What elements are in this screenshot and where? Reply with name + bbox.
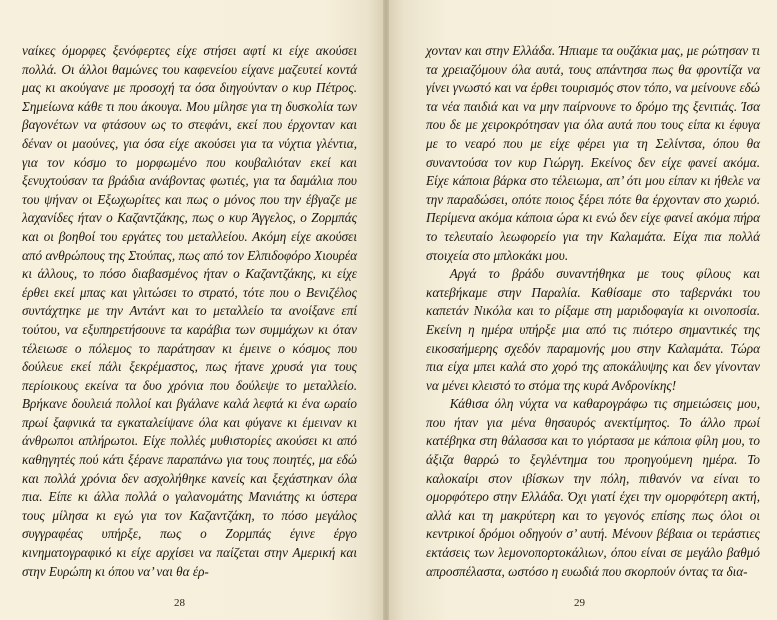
left-page — [0, 0, 383, 620]
left-page-text — [22, 42, 357, 581]
right-page — [389, 0, 777, 620]
right-page-number: 29 — [574, 597, 585, 609]
right-paragraph-1: χονταν και στην Ελλάδα. Ήπιαμε τα ουζάκια μας, με ρώτησαν τι τα χρειαζόμουν όλα αυτά, τους απάντησα πως θα φροντίζα να γίνει γνωστό και να έρθει τουρισμός στον τόπο, να μείνουνε εδώ τα νέα παιδιά και να μην παίρνουνε το δρόμο της ξενιτιάς. Ίσα που δε με χειροκρότησαν για όλα αυτά που τους είπα κι έφυγα με το νεαρό που με είχε φέρει για τη Σελίντσα, όπου θα συναντούσα τον κυρ Γιώργη. Εκείνος δεν είχε φανεί ακόμα. Είχε κάποια βάρκα στο τέλειωμα, απ’ ότι μου είπαν κι ήθελε να την παραδώσει, οπότε ποιος ξέρει πότε θα έρχονταν στο χωριό. Περίμενα ακόμα κάποια ώρα κι ενώ δεν είχε φανεί ακόμα πήρα το τελευταίο λεωφορείο για την Καλαμάτα. Είχα πια πολλά στοιχεία στο μπλοκάκι μου. — [426, 43, 760, 263]
right-paragraph-3: Κάθισα όλη νύχτα να καθαρογράφω τις σημειώσεις μου, που ήταν για μένα θησαυρός ανεκτίμητος. Το άλλο πρωί κατέβηκα στη θάλασσα και το γιόρτασα με κάποια φίλη μου, το άξιζα θαρρώ το ξεγλέντημα του προηγούμενη ημέρα. Το καλοκαίρι στον ιβίσκων την πόλη, πιθανόν να είναι το ομορφότερο στην Ελλάδα. Όχι γιατί έχει την ομορφότερη ακτή, αλλά και τη μακρύτερη και το γεγονός επίσης πως όλοι οι κεντρικοί δρόμοι οδηγούν σ’ αυτή. Μένουν βέβαια οι τεράστιες εκτάσεις των λεμονοπορτοκάλιων, όπου είναι σε μεγάλο βαθμό απροσπέλαστα, ωστόσο η ευωδιά που σκορπούν όντας τα δια- — [426, 396, 760, 579]
left-page-number: 28 — [174, 597, 185, 609]
right-page-text — [426, 42, 760, 581]
right-paragraph-2: Αργά το βράδυ συναντήθηκα με τους φίλους και κατεβήκαμε στην Παραλία. Καθίσαμε στο ταβερνάκι του καπετάν Νικόλα και το ρίξαμε στη μαριδοφαγία κι οινοποσία. Εκείνη η ημέρα υπήρξε μια από τις πιότερο σημαντικές της εικοσαήμερης σχεδόν παραμονής μου στην Καλαμάτα. Τώρα πια είχα μπει καλά στο χορό της αποκάλυψης και δεν γίνονταν να μένει κλειστό το στόμα της κυρά Ανδρονίκης! — [426, 266, 760, 393]
left-paragraph-1: ναίκες όμορφες ξενόφερτες είχε στήσει αφτί κι είχε ακούσει πολλά. Οι άλλοι θαμώνες του καφενείου είχανε μαζευτεί κοντά μας κι ακούγανε με προσοχή τα όσα διηγούνταν ο κυρ Πέτρος. Σημείωνα κάθε τι που άκουγα. Μου μίλησε για τη δυσκολία των βαγονέτων να φτάσουν ως το στεφάνι, εκεί που έρχονταν και δέναν οι μαούνες, για όσα είχε ακούσει για τα νύχτια γλέντια, για τον κόσμο το μορφωμένο που κουβαλιόταν εκεί και ξενυχτούσαν τα βράδια ανάβοντας φωτιές, για τα δαμάλια που του ψήναν οι Εξωχωρίτες και πως ο μόνος που την έβγαζε με λαχανίδες ήταν ο Καζαντζάκης, πως ο κυρ Άγγελος, ο Ζορμπάς και οι βοηθοί του εργάτες του μεταλλείου. Ακόμη είχε ακούσει από ανθρώπους της Στούπας, πως από τον Ελπιδοφόρο Χιουρέα κι άλλους, το πόσο διαβασμένος ήταν ο Καζαντζάκης, κι είχε έρθει εκεί μπας και γλιτώσει το στρατό, τότε που ο Βενιζέλος συντάχτηκε με την Αντάντ και το μεταλλείο τα ανοίξανε επί τούτου, να εξυπηρετήσουνε τα καράβια των συμμάχων κι όταν τέλειωσε ο πόλεμος το παράτησαν κι έμεινε ο κόσμος που δούλευε εκεί πάλι ξεκρέμαστος, πως ήτανε χρυσά για τους περίοικους εκείνα τα δυο χρόνια που δούλεψε το μεταλλείο. Βρήκανε δουλειά πολλοί και βγάλανε καλά λεφτά κι ένα ωραίο πρωί ξαφνικά τα εγκαταλείψανε όλα και φύγανε κι έμειναν κι άνθρωποι απλήρωτοι. Είχε πολλές μυθιστορίες ακούσει κι από καθηγητές πού κάτι ξέρανε παραπάνω για τους ποιητές, μα εδώ και πολλά χρόνια δεν ασχολήθηκε κανείς και ξεχάστηκαν όλα πια. Είπε κι άλλα πολλά ο γαλανομάτης Μανιάτης κι ύστερα τους μίλησα κι εγώ για τον Καζαντζάκη, το πόσο μεγάλος συγγραφέας υπήρξε, πως ο Ζορμπάς έγινε έργο κινηματογραφικό κι είχε αρχίσει να παίζεται στην Αμερική και στην Ευρώπη κι όπου να’ ναι θα έρ- — [22, 43, 357, 579]
